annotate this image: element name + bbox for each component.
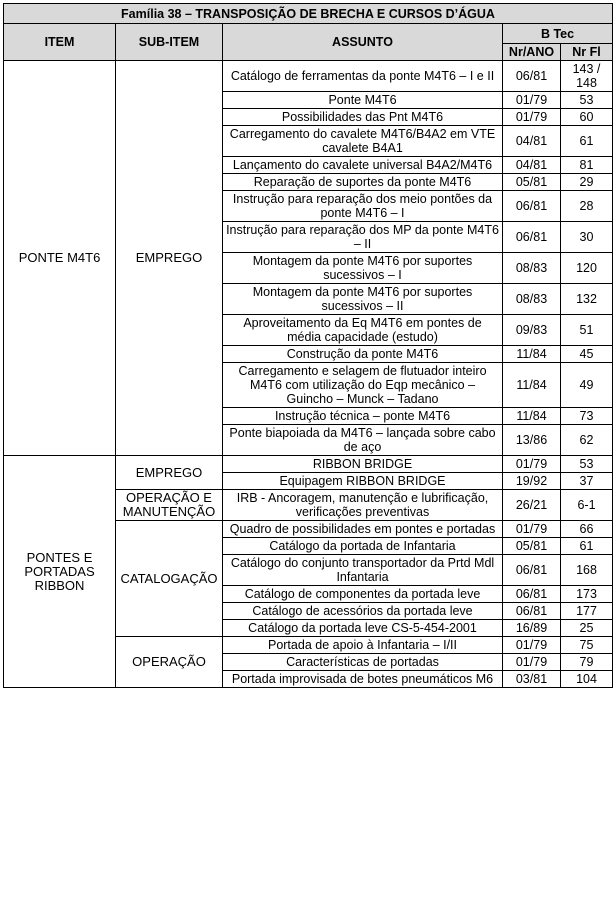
nr-ano-cell: 04/81	[503, 157, 561, 174]
nr-fl-cell: 28	[561, 191, 613, 222]
nr-ano-cell: 16/89	[503, 620, 561, 637]
assunto-cell: Quadro de possibilidades em pontes e portadas	[223, 521, 503, 538]
item-cell: PONTES E PORTADAS RIBBON	[4, 456, 116, 688]
nr-ano-cell: 06/81	[503, 555, 561, 586]
table-row	[4, 456, 613, 473]
subitem-cell: OPERAÇÃO	[116, 637, 223, 688]
assunto-cell: Reparação de suportes da ponte M4T6	[223, 174, 503, 191]
assunto-cell: Catálogo de componentes da portada leve	[223, 586, 503, 603]
nr-fl-cell: 73	[561, 408, 613, 425]
nr-fl-cell: 6-1	[561, 490, 613, 521]
nr-fl-cell: 45	[561, 346, 613, 363]
header-item: ITEM	[4, 24, 116, 61]
subitem-cell: EMPREGO	[116, 61, 223, 456]
assunto-cell: Equipagem RIBBON BRIDGE	[223, 473, 503, 490]
assunto-cell: Catálogo do conjunto transportador da Prtd Mdl Infantaria	[223, 555, 503, 586]
assunto-cell: Carregamento do cavalete M4T6/B4A2 em VTE cavalete B4A1	[223, 126, 503, 157]
nr-fl-cell: 29	[561, 174, 613, 191]
nr-fl-cell: 61	[561, 538, 613, 555]
nr-ano-cell: 06/81	[503, 603, 561, 620]
nr-ano-cell: 06/81	[503, 586, 561, 603]
nr-fl-cell: 53	[561, 456, 613, 473]
nr-fl-cell: 81	[561, 157, 613, 174]
nr-fl-cell: 25	[561, 620, 613, 637]
assunto-cell: Construção da ponte M4T6	[223, 346, 503, 363]
subitem-cell: CATALOGAÇÃO	[116, 521, 223, 637]
assunto-cell: Aproveitamento da Eq M4T6 em pontes de média capacidade (estudo)	[223, 315, 503, 346]
nr-ano-cell: 06/81	[503, 191, 561, 222]
nr-ano-cell: 11/84	[503, 363, 561, 408]
nr-fl-cell: 53	[561, 92, 613, 109]
nr-fl-cell: 177	[561, 603, 613, 620]
nr-ano-cell: 01/79	[503, 456, 561, 473]
nr-fl-cell: 62	[561, 425, 613, 456]
assunto-cell: Catálogo de ferramentas da ponte M4T6 – I e II	[223, 61, 503, 92]
nr-fl-cell: 49	[561, 363, 613, 408]
nr-fl-cell: 168	[561, 555, 613, 586]
nr-fl-cell: 143 / 148	[561, 61, 613, 92]
table-body	[4, 61, 613, 688]
nr-fl-cell: 30	[561, 222, 613, 253]
assunto-cell: Montagem da ponte M4T6 por suportes sucessivos – II	[223, 284, 503, 315]
table-title: Família 38 – TRANSPOSIÇÃO DE BRECHA E CURSOS D’ÁGUA	[4, 4, 613, 24]
nr-ano-cell: 08/83	[503, 284, 561, 315]
nr-ano-cell: 06/81	[503, 222, 561, 253]
assunto-cell: Instrução técnica – ponte M4T6	[223, 408, 503, 425]
nr-fl-cell: 132	[561, 284, 613, 315]
nr-fl-cell: 60	[561, 109, 613, 126]
table-row	[4, 61, 613, 92]
nr-ano-cell: 01/79	[503, 521, 561, 538]
assunto-cell: RIBBON BRIDGE	[223, 456, 503, 473]
nr-ano-cell: 11/84	[503, 346, 561, 363]
nr-ano-cell: 19/92	[503, 473, 561, 490]
header-subitem: SUB-ITEM	[116, 24, 223, 61]
assunto-cell: Ponte M4T6	[223, 92, 503, 109]
assunto-cell: Ponte biapoiada da M4T6 – lançada sobre cabo de aço	[223, 425, 503, 456]
header-nr-fl: Nr Fl	[561, 44, 613, 61]
assunto-cell: Catálogo da portada leve CS-5-454-2001	[223, 620, 503, 637]
assunto-cell: Características de portadas	[223, 654, 503, 671]
nr-ano-cell: 13/86	[503, 425, 561, 456]
nr-ano-cell: 06/81	[503, 61, 561, 92]
header-nr-ano: Nr/ANO	[503, 44, 561, 61]
nr-fl-cell: 120	[561, 253, 613, 284]
nr-ano-cell: 05/81	[503, 174, 561, 191]
nr-ano-cell: 08/83	[503, 253, 561, 284]
nr-ano-cell: 04/81	[503, 126, 561, 157]
nr-ano-cell: 01/79	[503, 92, 561, 109]
assunto-cell: Montagem da ponte M4T6 por suportes sucessivos – I	[223, 253, 503, 284]
nr-fl-cell: 75	[561, 637, 613, 654]
header-btec: B Tec	[503, 24, 613, 44]
assunto-cell: Catálogo da portada de Infantaria	[223, 538, 503, 555]
nr-ano-cell: 01/79	[503, 109, 561, 126]
nr-fl-cell: 51	[561, 315, 613, 346]
nr-fl-cell: 37	[561, 473, 613, 490]
nr-ano-cell: 11/84	[503, 408, 561, 425]
assunto-cell: IRB - Ancoragem, manutenção e lubrificação, verificações preventivas	[223, 490, 503, 521]
subitem-cell: OPERAÇÃO E MANUTENÇÃO	[116, 490, 223, 521]
assunto-cell: Catálogo de acessórios da portada leve	[223, 603, 503, 620]
assunto-cell: Possibilidades das Pnt M4T6	[223, 109, 503, 126]
nr-fl-cell: 61	[561, 126, 613, 157]
item-cell: PONTE M4T6	[4, 61, 116, 456]
assunto-cell: Carregamento e selagem de flutuador inteiro M4T6 com utilização do Eqp mecânico – Guincho – Munck – Tadano	[223, 363, 503, 408]
document-table	[3, 3, 613, 688]
nr-ano-cell: 26/21	[503, 490, 561, 521]
nr-ano-cell: 01/79	[503, 637, 561, 654]
nr-fl-cell: 104	[561, 671, 613, 688]
nr-fl-cell: 66	[561, 521, 613, 538]
nr-fl-cell: 79	[561, 654, 613, 671]
nr-ano-cell: 05/81	[503, 538, 561, 555]
header-assunto: ASSUNTO	[223, 24, 503, 61]
nr-ano-cell: 01/79	[503, 654, 561, 671]
nr-fl-cell: 173	[561, 586, 613, 603]
assunto-cell: Lançamento do cavalete universal B4A2/M4T6	[223, 157, 503, 174]
assunto-cell: Portada improvisada de botes pneumáticos M6	[223, 671, 503, 688]
table-header	[4, 4, 613, 61]
subitem-cell: EMPREGO	[116, 456, 223, 490]
nr-ano-cell: 03/81	[503, 671, 561, 688]
assunto-cell: Instrução para reparação dos meio pontões da ponte M4T6 – I	[223, 191, 503, 222]
assunto-cell: Portada de apoio à Infantaria – I/II	[223, 637, 503, 654]
nr-ano-cell: 09/83	[503, 315, 561, 346]
assunto-cell: Instrução para reparação dos MP da ponte M4T6 – II	[223, 222, 503, 253]
